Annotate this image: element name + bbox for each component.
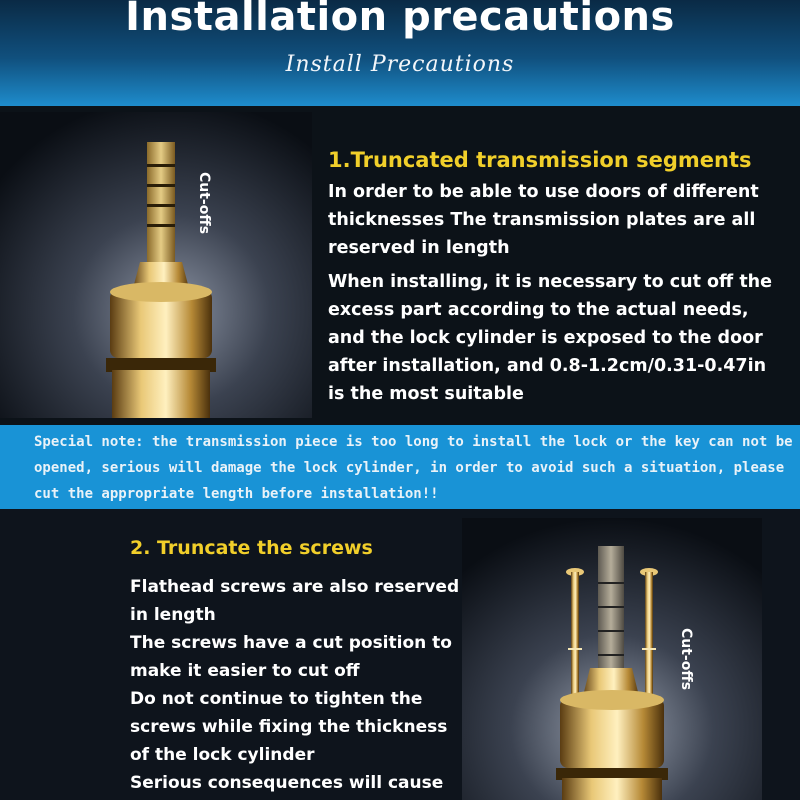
section2-heading: 2. Truncate the screws [130,537,373,559]
section1-paragraph: In order to be able to use doors of different thicknesses The transmission plates are all reserved in length [328,182,759,258]
page-title: Installation precautions [125,0,675,40]
section2-line: Flathead screws are also reserved [130,577,460,597]
page-subtitle: Install Precautions [285,52,515,77]
section2-line: make it easier to cut off [130,661,360,681]
lock-cylinder-illustration-1 [0,112,312,418]
section1-text [328,148,778,408]
section1-paragraph: When installing, it is necessary to cut off the excess part according to the actual needs, and the lock cylinder is exposed to the door after installation, and 0.8-1.2cm/0.31-0.47in is the most suitable [328,272,773,404]
special-note-text: Special note: the transmission piece is too long to install the lock or the key can not be opened, serious will damage the lock cylinder, in order to avoid such a situation, please cut the appropriate length before installation!! [34,434,793,502]
lock-cylinder-illustration-2 [462,518,762,800]
cut-offs-label-2: Cut-offs [678,628,694,691]
lock-cylinder-photo-2 [462,518,762,800]
section2-line: Serious consequences will cause [130,773,444,793]
section2-line: of the lock cylinder [130,745,315,765]
section2-text [130,537,460,797]
section2-line: screws while fixing the thickness [130,717,448,737]
section2-line: in length [130,605,216,625]
cut-offs-label-1: Cut-offs [196,172,212,235]
section1-heading: 1.Truncated transmission segments [328,148,752,172]
special-note-banner [0,425,800,509]
header-banner [0,0,800,106]
section2-line: The screws have a cut position to [130,633,452,653]
lock-cylinder-photo-1 [0,112,312,418]
section2-line: Do not continue to tighten the [130,689,423,709]
